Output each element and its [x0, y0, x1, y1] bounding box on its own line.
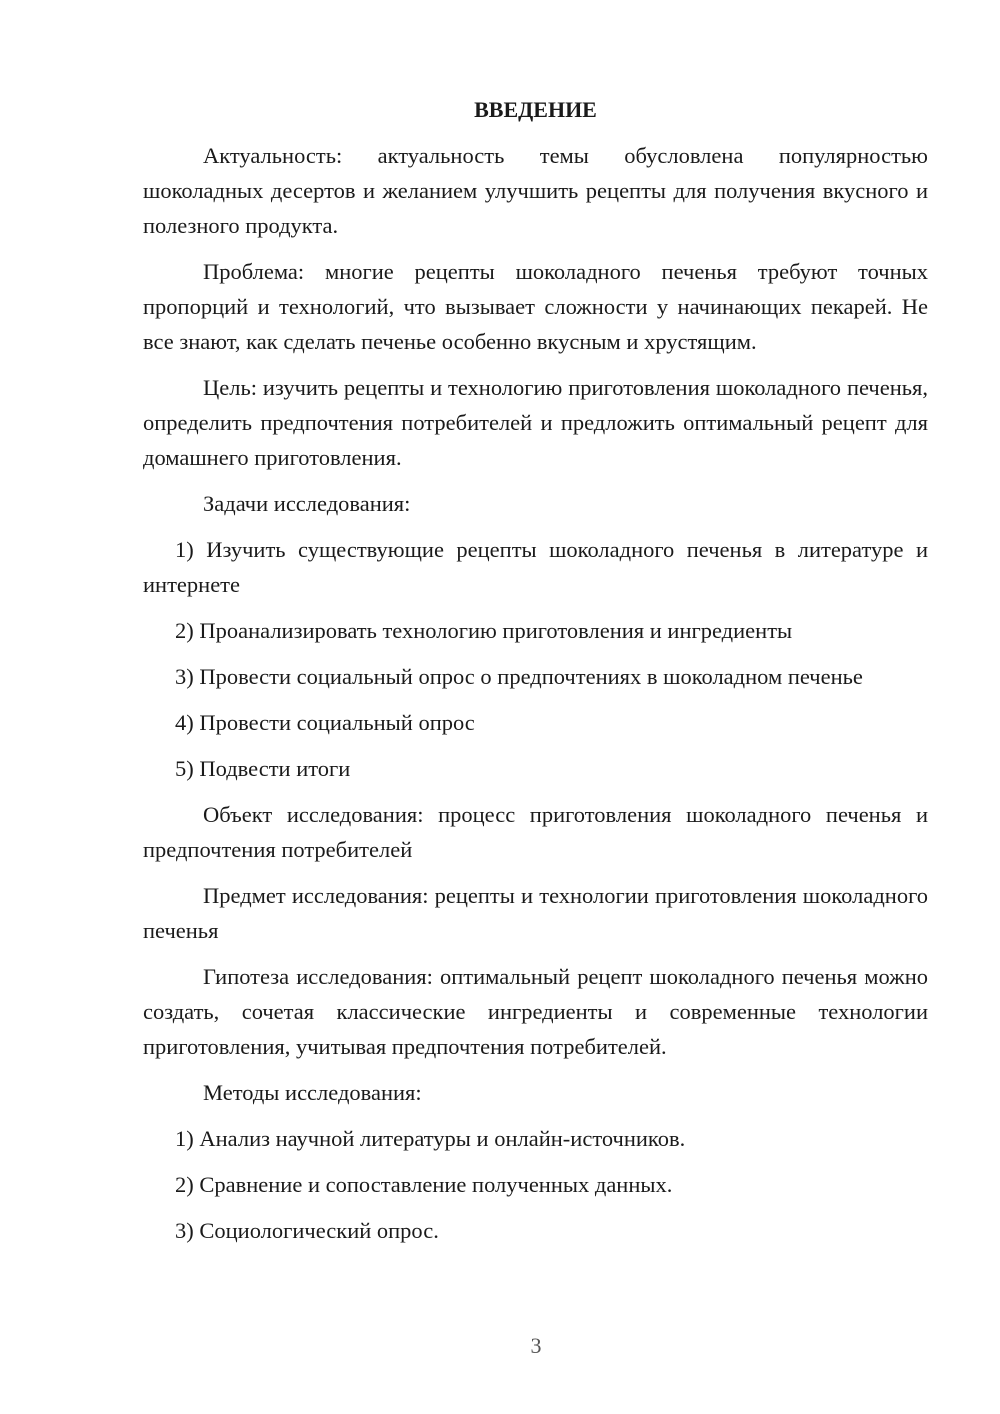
hypothesis-paragraph: Гипотеза исследования: оптимальный рецепт шоколадного печенья можно создать, сочетая классические ингредиенты и современные технологии приготовления, учитывая предпочтения потребителей. — [143, 964, 928, 1059]
problem-paragraph: Проблема: многие рецепты шоколадного печенья требуют точных пропорций и технологий, что вызывает сложности у начинающих пекарей. Не все знают, как сделать печенье особенно вкусным и хрустящим. — [143, 259, 928, 354]
subject-paragraph: Предмет исследования: рецепты и технологии приготовления шоколадного печенья — [143, 883, 928, 943]
task-item: 2) Проанализировать технологию приготовления и ингредиенты — [175, 618, 793, 643]
section-title: ВВЕДЕНИЕ — [474, 97, 597, 122]
document-page — [143, 92, 928, 1259]
methods-heading: Методы исследования: — [203, 1080, 422, 1105]
task-item: 3) Провести социальный опрос о предпочтениях в шоколадном печенье — [175, 664, 863, 689]
method-item: 3) Социологический опрос. — [175, 1218, 439, 1243]
task-item: 1) Изучить существующие рецепты шоколадного печенья в литературе и интернете — [143, 537, 928, 597]
object-paragraph: Объект исследования: процесс приготовления шоколадного печенья и предпочтения потребителей — [143, 802, 928, 862]
method-item: 2) Сравнение и сопоставление полученных данных. — [175, 1172, 673, 1197]
relevance-paragraph: Актуальность: актуальность темы обусловлена популярностью шоколадных десертов и желанием улучшить рецепты для получения вкусного и полезного продукта. — [143, 143, 928, 238]
goal-paragraph: Цель: изучить рецепты и технологию приготовления шоколадного печенья, определить предпочтения потребителей и предложить оптимальный рецепт для домашнего приготовления. — [143, 375, 928, 470]
method-item: 1) Анализ научной литературы и онлайн-источников. — [175, 1126, 686, 1151]
page-number: 3 — [530, 1333, 542, 1358]
tasks-heading: Задачи исследования: — [203, 491, 411, 516]
task-item: 5) Подвести итоги — [175, 756, 351, 781]
task-item: 4) Провести социальный опрос — [175, 710, 475, 735]
